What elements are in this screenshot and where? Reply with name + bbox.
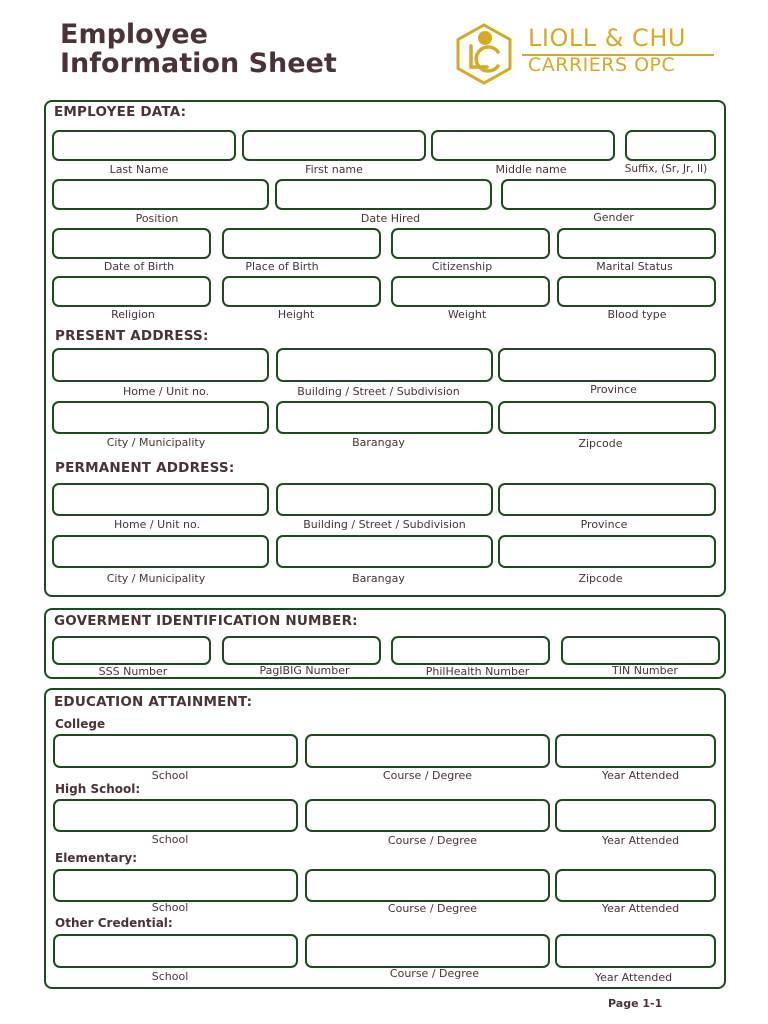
- suffix-field[interactable]: [625, 130, 716, 161]
- present-city-field[interactable]: [52, 401, 269, 434]
- present-home-unit-label: Home / Unit no.: [122, 385, 210, 398]
- gender-field[interactable]: [501, 179, 716, 210]
- elementary-year-label: Year Attended: [601, 902, 680, 915]
- present-city-label: City / Municipality: [106, 436, 206, 449]
- permanent-home-unit-label: Home / Unit no.: [113, 518, 201, 531]
- elementary-heading: Elementary:: [55, 851, 138, 865]
- high-school-year-field[interactable]: [555, 799, 716, 832]
- date-of-birth-label: Date of Birth: [103, 260, 175, 273]
- philhealth-number-field[interactable]: [391, 636, 550, 665]
- permanent-home-unit-field[interactable]: [52, 483, 269, 516]
- high-school-course-field[interactable]: [305, 799, 550, 832]
- elementary-course-label: Course / Degree: [387, 902, 478, 915]
- college-heading: College: [55, 717, 106, 731]
- high-school-school-field[interactable]: [53, 799, 298, 832]
- place-of-birth-label: Place of Birth: [245, 260, 319, 273]
- other-school-label: School: [151, 970, 189, 983]
- last-name-label: Last Name: [109, 163, 169, 176]
- tin-number-field[interactable]: [561, 636, 720, 665]
- religion-label: Religion: [111, 308, 155, 321]
- place-of-birth-field[interactable]: [222, 228, 381, 259]
- education-heading: EDUCATION ATTAINMENT:: [54, 694, 253, 710]
- sss-number-field[interactable]: [52, 636, 211, 665]
- logo-line-1: LIOLL & CHU: [528, 24, 686, 52]
- permanent-building-street-field[interactable]: [276, 483, 493, 516]
- present-building-street-field[interactable]: [276, 348, 493, 382]
- college-course-label: Course / Degree: [382, 769, 473, 782]
- present-province-field[interactable]: [498, 348, 716, 382]
- blood-type-label: Blood type: [607, 308, 667, 321]
- present-address-heading: PRESENT ADDRESS:: [55, 328, 209, 344]
- date-hired-field[interactable]: [275, 179, 492, 210]
- citizenship-label: Citizenship: [431, 260, 493, 273]
- height-label: Height: [277, 308, 315, 321]
- permanent-province-label: Province: [580, 518, 628, 531]
- permanent-city-label: City / Municipality: [106, 572, 206, 585]
- philhealth-number-label: PhilHealth Number: [425, 665, 530, 678]
- permanent-barangay-label: Barangay: [352, 572, 405, 585]
- pagibig-number-field[interactable]: [222, 636, 381, 665]
- high-school-school-label: School: [151, 833, 189, 846]
- other-year-field[interactable]: [555, 934, 716, 968]
- elementary-school-label: School: [151, 901, 189, 914]
- citizenship-field[interactable]: [391, 228, 550, 259]
- weight-field[interactable]: [391, 276, 550, 307]
- first-name-field[interactable]: [242, 130, 426, 161]
- present-zipcode-field[interactable]: [498, 401, 716, 434]
- date-hired-label: Date Hired: [360, 212, 421, 225]
- first-name-label: First name: [305, 163, 363, 176]
- elementary-school-field[interactable]: [53, 869, 298, 902]
- title-line-2: Information Sheet: [60, 48, 337, 79]
- present-barangay-field[interactable]: [276, 401, 493, 434]
- permanent-zipcode-field[interactable]: [498, 535, 716, 568]
- high-school-heading: High School:: [55, 782, 141, 796]
- permanent-province-field[interactable]: [498, 483, 716, 516]
- permanent-city-field[interactable]: [52, 535, 269, 568]
- logo-line-2: CARRIERS OPC: [528, 54, 676, 76]
- permanent-zipcode-label: Zipcode: [578, 572, 623, 585]
- present-zipcode-label: Zipcode: [578, 437, 623, 450]
- tin-number-label: TIN Number: [612, 664, 678, 677]
- present-barangay-label: Barangay: [352, 436, 405, 449]
- college-school-field[interactable]: [53, 734, 298, 768]
- sss-number-label: SSS Number: [98, 665, 168, 678]
- middle-name-label: Middle name: [495, 163, 567, 176]
- other-course-field[interactable]: [305, 934, 550, 968]
- college-year-field[interactable]: [555, 734, 716, 768]
- hexagon-monogram-icon: [452, 22, 516, 86]
- employee-data-heading: EMPLOYEE DATA:: [54, 104, 187, 120]
- last-name-field[interactable]: [52, 130, 236, 161]
- company-logo: [452, 22, 722, 86]
- position-label: Position: [135, 212, 179, 225]
- permanent-barangay-field[interactable]: [276, 535, 493, 568]
- religion-field[interactable]: [52, 276, 211, 307]
- height-field[interactable]: [222, 276, 381, 307]
- other-year-label: Year Attended: [594, 971, 673, 984]
- date-of-birth-field[interactable]: [52, 228, 211, 259]
- page-title: [60, 20, 337, 78]
- college-year-label: Year Attended: [601, 769, 680, 782]
- gender-label: Gender: [593, 211, 634, 224]
- elementary-year-field[interactable]: [555, 869, 716, 902]
- other-course-label: Course / Degree: [389, 967, 480, 980]
- elementary-course-field[interactable]: [305, 869, 550, 902]
- other-credential-heading: Other Credential:: [55, 916, 173, 930]
- permanent-address-heading: PERMANENT ADDRESS:: [55, 460, 235, 476]
- high-school-year-label: Year Attended: [601, 834, 680, 847]
- page-number: Page 1-1: [608, 997, 663, 1010]
- government-id-heading: GOVERMENT IDENTIFICATION NUMBER:: [54, 613, 358, 629]
- marital-status-label: Marital Status: [596, 260, 673, 273]
- pagibig-number-label: PagIBIG Number: [259, 664, 350, 677]
- position-field[interactable]: [52, 179, 269, 210]
- high-school-course-label: Course / Degree: [387, 834, 478, 847]
- middle-name-field[interactable]: [431, 130, 615, 161]
- college-course-field[interactable]: [305, 734, 550, 768]
- title-line-1: Employee: [60, 19, 208, 50]
- other-school-field[interactable]: [53, 934, 298, 968]
- college-school-label: School: [151, 769, 189, 782]
- weight-label: Weight: [447, 308, 487, 321]
- present-home-unit-field[interactable]: [52, 348, 269, 382]
- present-building-street-label: Building / Street / Subdivision: [297, 385, 460, 398]
- present-province-label: Province: [590, 383, 637, 396]
- suffix-label: Suffix, (Sr, Jr, II): [624, 163, 708, 175]
- marital-status-field[interactable]: [557, 228, 716, 259]
- blood-type-field[interactable]: [557, 276, 716, 307]
- permanent-building-street-label: Building / Street / Subdivision: [303, 518, 466, 531]
